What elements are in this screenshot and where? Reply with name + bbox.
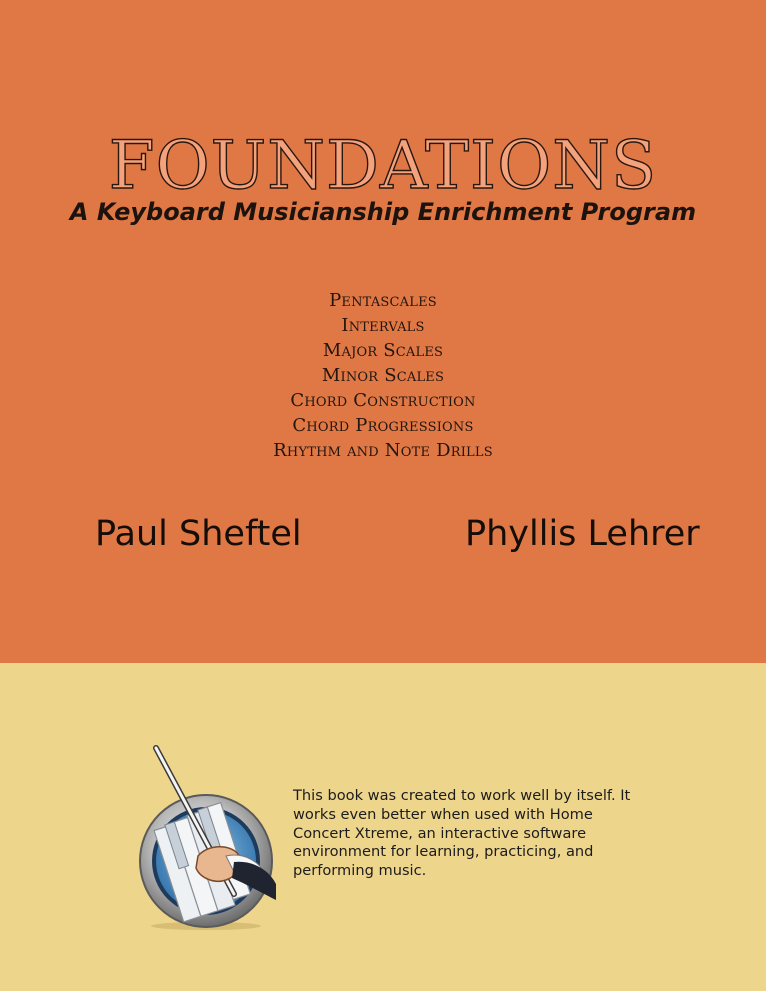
topic-list: [0, 288, 766, 463]
author-paul-sheftel: Paul Sheftel: [95, 514, 302, 554]
topic-item: Rhythm and Note Drills: [273, 440, 493, 461]
topic-item: Minor Scales: [321, 365, 445, 386]
book-subtitle: A Keyboard Musicianship Enrichment Program: [69, 198, 697, 226]
topic-item: Major Scales: [322, 340, 444, 361]
piano-conductor-logo-icon: [126, 744, 288, 930]
blurb-text: This book was created to work well by itself. It works even better when used with Home Concert Xtreme, an interactive software environment for learning, practicing, and performing music.: [293, 787, 631, 880]
book-title: FOUNDATIONS: [108, 127, 658, 204]
topic-item: Intervals: [341, 315, 425, 336]
author-phyllis-lehrer: Phyllis Lehrer: [465, 514, 700, 554]
topic-item: Pentascales: [329, 290, 437, 311]
topic-item: Chord Construction: [290, 390, 476, 411]
topic-item: Chord Progressions: [292, 415, 474, 436]
